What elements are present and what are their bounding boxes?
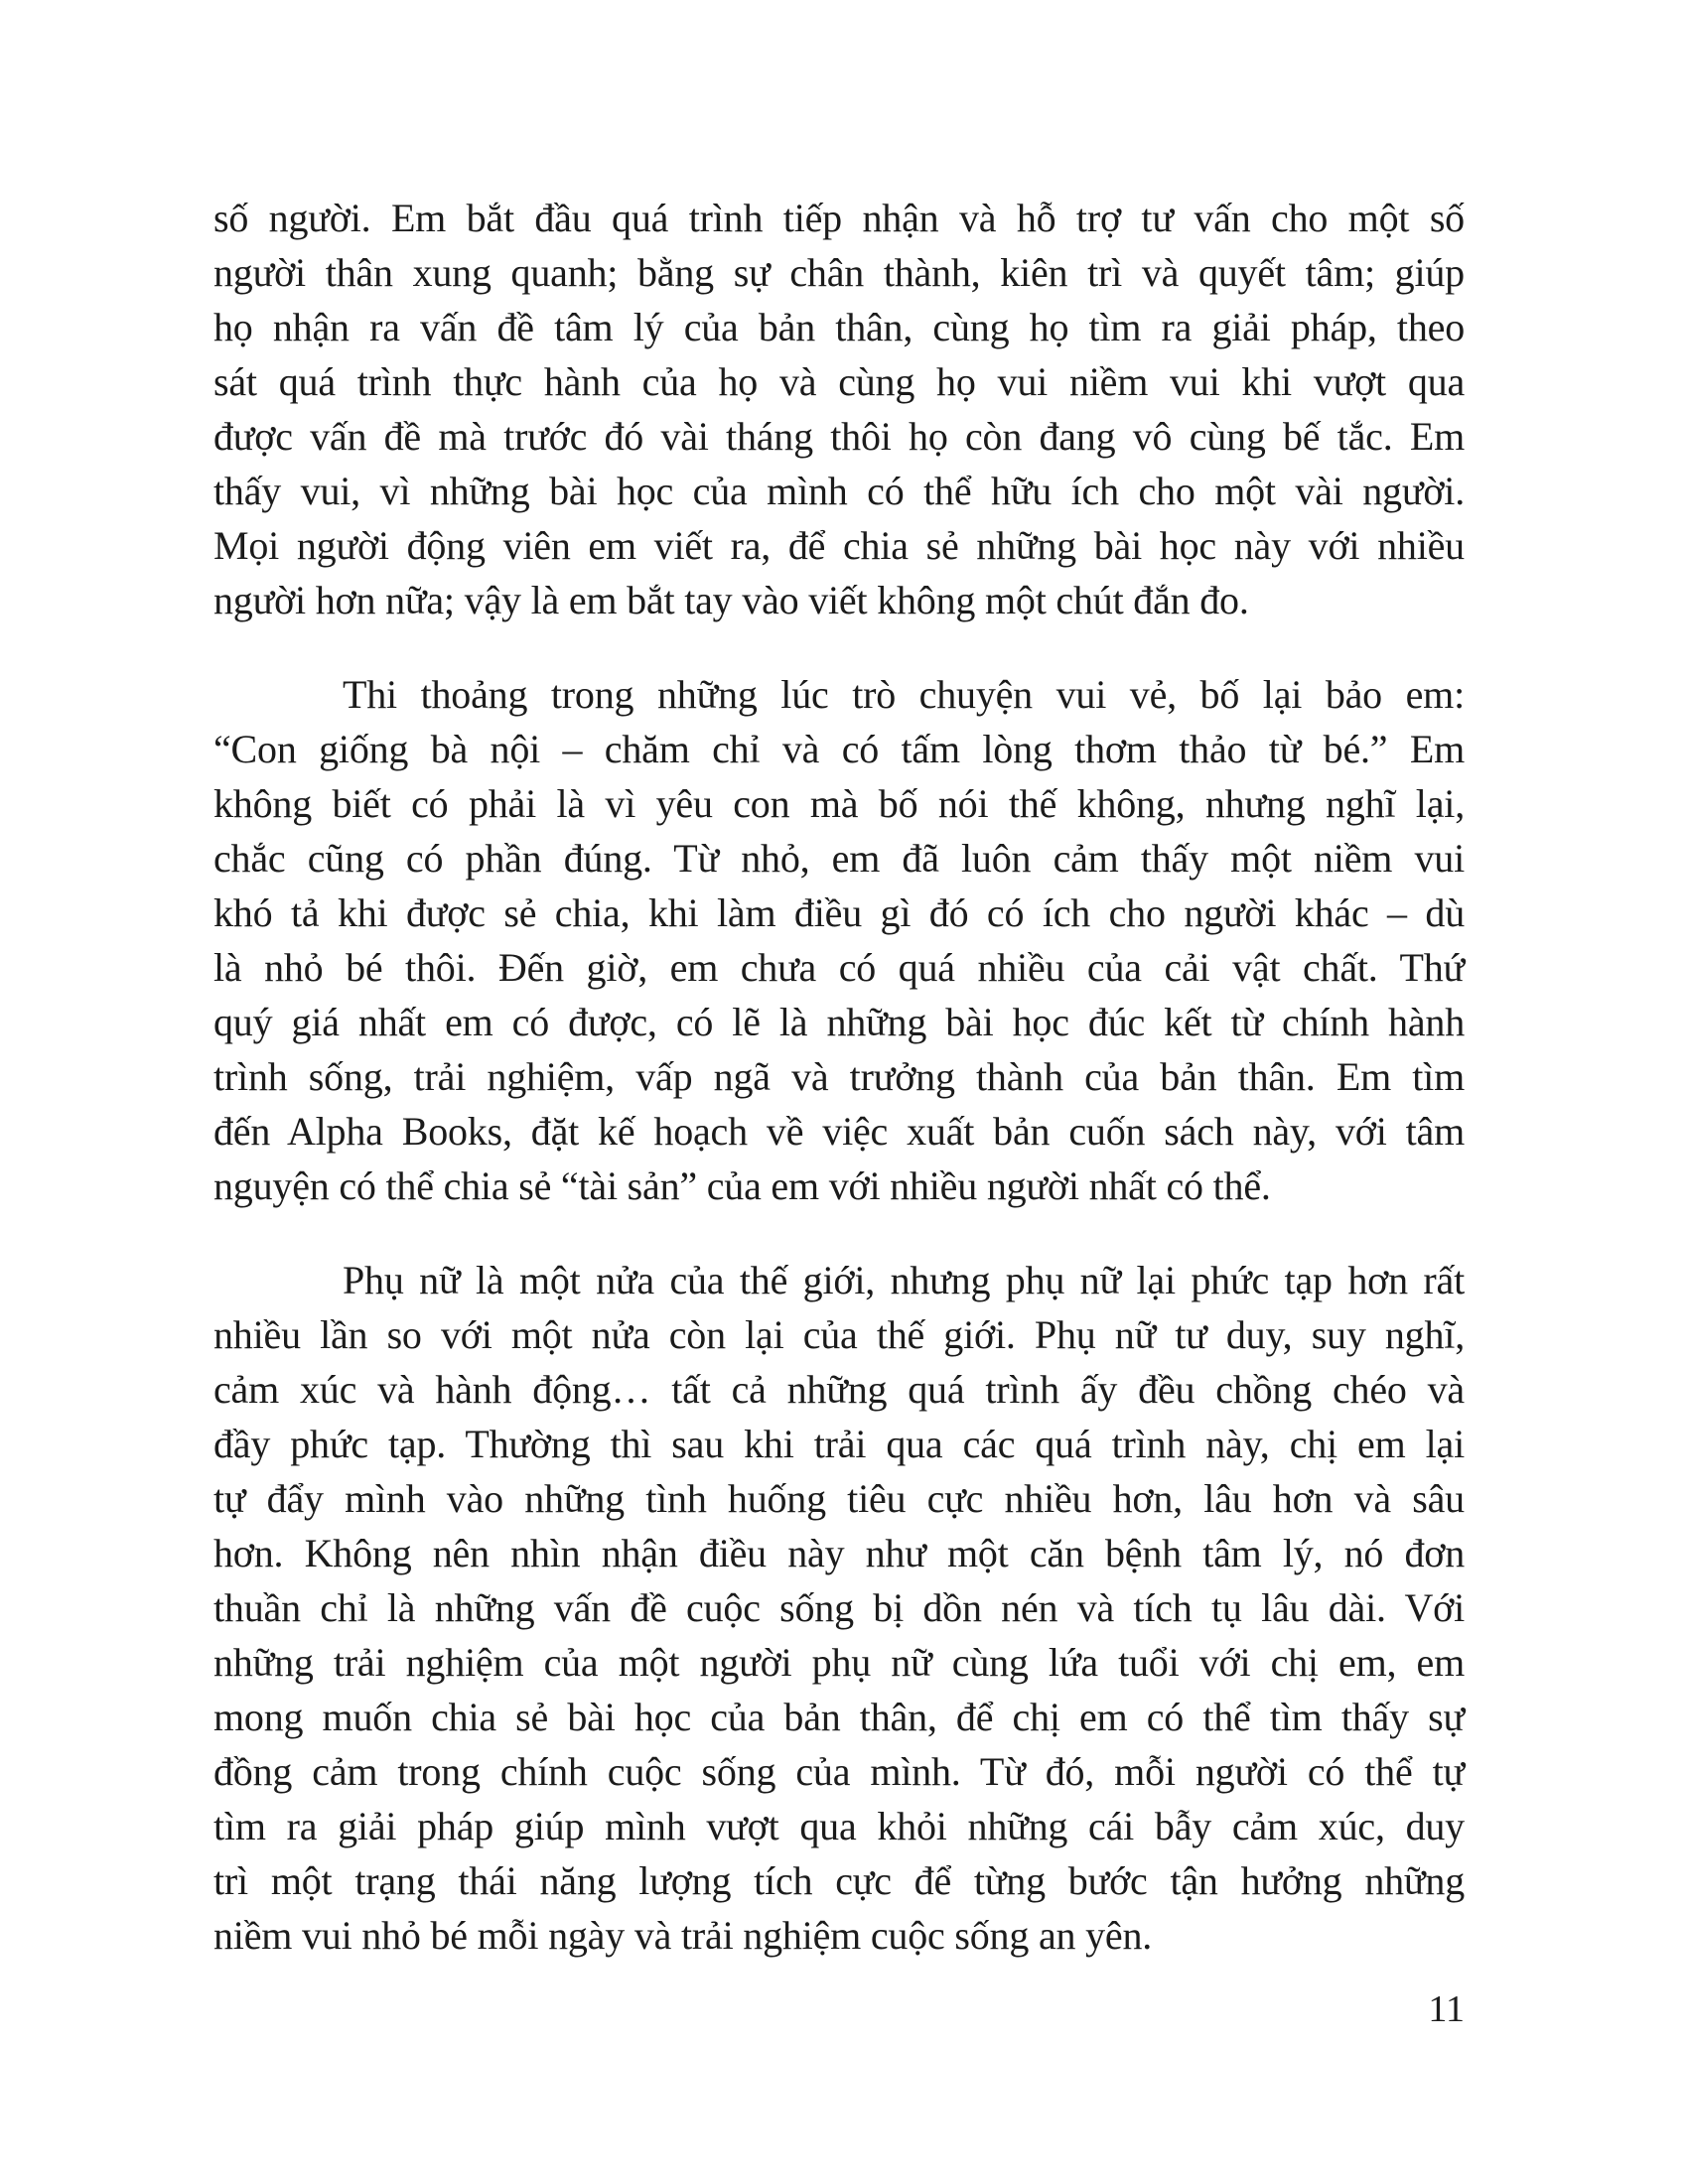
text-line: người hơn nữa; vậy là em bắt tay vào viết không một chút đắn đo. — [213, 578, 1249, 622]
paragraph — [213, 1253, 1465, 1963]
text-line: thấy vui, vì những bài học của mình có thể hữu ích cho một vài người. — [213, 469, 1465, 513]
text-line: nguyện có thể chia sẻ “tài sản” của em với nhiều người nhất có thể. — [213, 1163, 1271, 1208]
text-line: đến Alpha Books, đặt kế hoạch về việc xuất bản cuốn sách này, với tâm — [213, 1109, 1465, 1154]
paragraph — [213, 667, 1465, 1213]
text-line: chắc cũng có phần đúng. Từ nhỏ, em đã luôn cảm thấy một niềm vui — [213, 836, 1465, 881]
text-line: trì một trạng thái năng lượng tích cực để từng bước tận hưởng những — [213, 1858, 1465, 1903]
text-line: trình sống, trải nghiệm, vấp ngã và trưởng thành của bản thân. Em tìm — [213, 1054, 1465, 1099]
text-line: Mọi người động viên em viết ra, để chia sẻ những bài học này với nhiều — [213, 523, 1465, 568]
text-line: đồng cảm trong chính cuộc sống của mình. Từ đó, mỗi người có thể tự — [213, 1749, 1465, 1794]
text-block — [213, 191, 1465, 1963]
text-line: cảm xúc và hành động… tất cả những quá trình ấy đều chồng chéo và — [213, 1367, 1465, 1412]
text-line: Phụ nữ là một nửa của thế giới, nhưng phụ nữ lại phức tạp hơn rất — [343, 1258, 1465, 1302]
text-line: người thân xung quanh; bằng sự chân thành, kiên trì và quyết tâm; giúp — [213, 250, 1465, 295]
text-line: họ nhận ra vấn đề tâm lý của bản thân, cùng họ tìm ra giải pháp, theo — [213, 305, 1465, 349]
text-line: tìm ra giải pháp giúp mình vượt qua khỏi những cái bẫy cảm xúc, duy — [213, 1804, 1465, 1848]
text-line: được vấn đề mà trước đó vài tháng thôi họ còn đang vô cùng bế tắc. Em — [213, 414, 1465, 459]
text-line: Thi thoảng trong những lúc trò chuyện vui vẻ, bố lại bảo em: — [343, 672, 1465, 717]
text-line: thuần chỉ là những vấn đề cuộc sống bị dồn nén và tích tụ lâu dài. Với — [213, 1585, 1465, 1630]
paragraph — [213, 191, 1465, 627]
text-line: quý giá nhất em có được, có lẽ là những bài học đúc kết từ chính hành — [213, 1000, 1465, 1044]
text-line: những trải nghiệm của một người phụ nữ cùng lứa tuổi với chị em, em — [213, 1640, 1465, 1685]
text-line: hơn. Không nên nhìn nhận điều này như một căn bệnh tâm lý, nó đơn — [213, 1531, 1465, 1575]
text-line: không biết có phải là vì yêu con mà bố nói thế không, nhưng nghĩ lại, — [213, 781, 1465, 826]
page-number: 11 — [1428, 1988, 1465, 2030]
text-line: đầy phức tạp. Thường thì sau khi trải qua các quá trình này, chị em lại — [213, 1422, 1465, 1466]
text-line: số người. Em bắt đầu quá trình tiếp nhận và hỗ trợ tư vấn cho một số — [213, 196, 1465, 240]
text-line: sát quá trình thực hành của họ và cùng họ vui niềm vui khi vượt qua — [213, 359, 1465, 404]
text-line: niềm vui nhỏ bé mỗi ngày và trải nghiệm cuộc sống an yên. — [213, 1913, 1153, 1958]
text-line: mong muốn chia sẻ bài học của bản thân, để chị em có thể tìm thấy sự — [213, 1695, 1465, 1739]
text-line: “Con giống bà nội – chăm chỉ và có tấm lòng thơm thảo từ bé.” Em — [213, 727, 1465, 771]
text-line: tự đẩy mình vào những tình huống tiêu cực nhiều hơn, lâu hơn và sâu — [213, 1476, 1465, 1521]
text-line: là nhỏ bé thôi. Đến giờ, em chưa có quá nhiều của cải vật chất. Thứ — [213, 945, 1465, 990]
text-line: khó tả khi được sẻ chia, khi làm điều gì đó có ích cho người khác – dù — [213, 890, 1465, 935]
text-line: nhiều lần so với một nửa còn lại của thế giới. Phụ nữ tư duy, suy nghĩ, — [213, 1312, 1465, 1357]
